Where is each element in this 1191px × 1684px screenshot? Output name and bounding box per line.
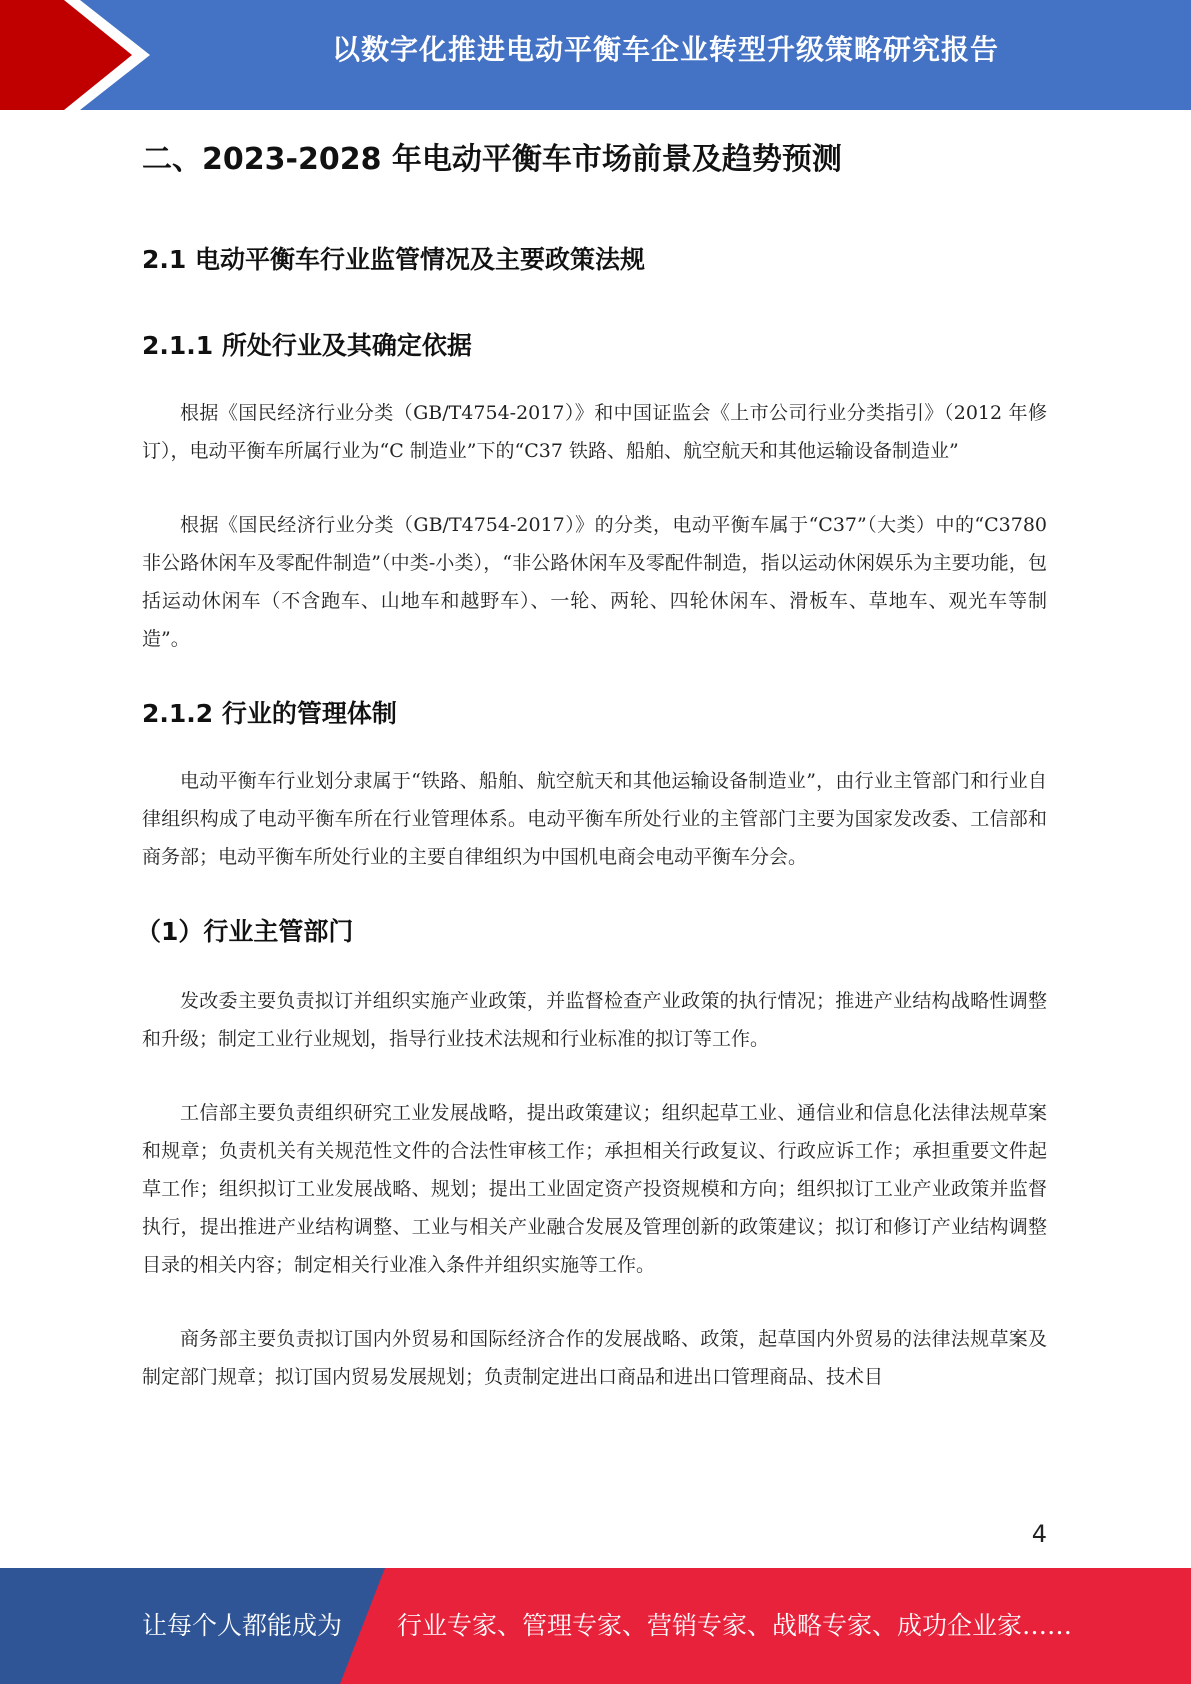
- report-header: [0, 0, 1191, 110]
- paragraph-management-system: 电动平衡车行业划分隶属于“铁路、船舶、航空航天和其他运输设备制造业”，由行业主管部门和行业自律组织构成了电动平衡车所在行业管理体系。电动平衡车所处行业的主管部门主要为国家发改委、工信部和商务部；电动平衡车所处行业的主要自律组织为中国机电商会电动平衡车分会。: [142, 770, 1047, 868]
- section-heading-2-1-2: 2.1.2 行业的管理体制: [142, 699, 397, 728]
- subsection-heading-authorities: （1）行业主管部门: [136, 917, 354, 946]
- paragraph-miit: 工信部主要负责组织研究工业发展战略，提出政策建议；组织起草工业、通信业和信息化法律法规草案和规章；负责机关有关规范性文件的合法性审核工作；承担相关行政复议、行政应诉工作；承担重要文件起草工作；组织拟订工业发展战略、规划；提出工业固定资产投资规模和方向；组织拟订工业产业政策并监督执行，提出推进产业结构调整、工业与相关产业融合发展及管理创新的政策建议；拟订和修订产业结构调整目录的相关内容；制定相关行业准入条件并组织实施等工作。: [142, 1102, 1047, 1276]
- paragraph-mofcom: 商务部主要负责拟订国内外贸易和国际经济合作的发展战略、政策，起草国内外贸易的法律法规草案及制定部门规章；拟订国内贸易发展规划；负责制定进出口商品和进出口管理商品、技术目: [142, 1328, 1047, 1388]
- section-heading-2-1: 2.1 电动平衡车行业监管情况及主要政策法规: [142, 245, 645, 274]
- page-number: 4: [1031, 1520, 1047, 1548]
- footer-slogan-left: 让每个人都能成为: [142, 1611, 343, 1640]
- paragraph-ndrc: 发改委主要负责拟订并组织实施产业政策，并监督检查产业政策的执行情况；推进产业结构战略性调整和升级；制定工业行业规划，指导行业技术法规和行业标准的拟订等工作。: [142, 990, 1047, 1050]
- page-content: [136, 136, 1047, 1432]
- section-heading-2-1-1: 2.1.1 所处行业及其确定依据: [142, 331, 472, 360]
- chapter-title: 二、2023-2028 年电动平衡车市场前景及趋势预测: [142, 142, 842, 177]
- report-footer: [0, 1568, 1191, 1684]
- paragraph-classification-detail: 根据《国民经济行业分类（GB/T4754-2017）》的分类，电动平衡车属于“C37”（大类）中的“C3780 非公路休闲车及零配件制造”（中类-小类），“非公路休闲车及零配件制造，指以运动休闲娱乐为主要功能，包括运动休闲车（不含跑车、山地车和越野车）、一轮、两轮、四轮休闲车、滑板车、草地车、观光车等制造”。: [142, 514, 1047, 650]
- report-title: 以数字化推进电动平衡车企业转型升级策略研究报告: [331, 33, 999, 66]
- footer-slogan-right: 行业专家、管理专家、营销专家、战略专家、成功企业家……: [397, 1611, 1073, 1640]
- paragraph-industry-classification: 根据《国民经济行业分类（GB/T4754-2017）》和中国证监会《上市公司行业分类指引》（2012 年修订），电动平衡车所属行业为“C 制造业”下的“C37 铁路、船舶、航空航天和其他运输设备制造业”: [142, 402, 1047, 462]
